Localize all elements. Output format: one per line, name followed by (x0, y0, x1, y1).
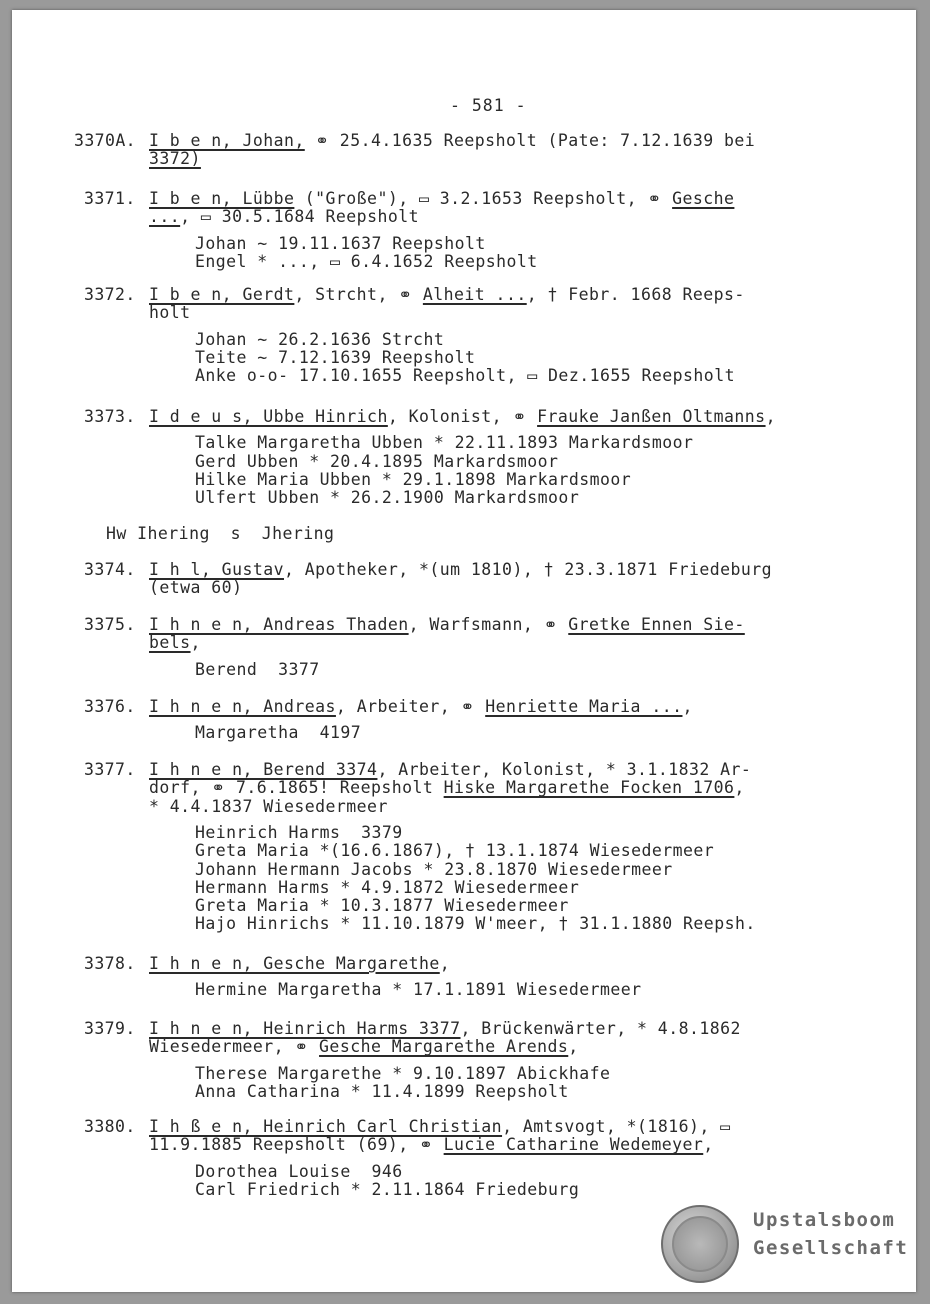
entry-heading-line (149, 208, 419, 226)
child-entry: Teite ~ 7.12.1639 Reepsholt (195, 347, 476, 367)
child-entry: Ulfert Ubben * 26.2.1900 Markardsmoor (195, 488, 580, 508)
underlined-name: I h n e n, Andreas (149, 697, 336, 716)
child-entry: Johann Hermann Jacobs * 23.8.1870 Wiesedermeer (195, 859, 673, 879)
entry-text: Wiesedermeer, ⚭ (149, 1037, 320, 1057)
underlined-name: I b e n, Gerdt (149, 285, 295, 304)
entry-heading-line (106, 525, 334, 543)
entry-heading-line (149, 955, 450, 973)
child-entry: Greta Maria *(16.6.1867), † 13.1.1874 Wiesedermeer (195, 841, 715, 861)
underlined-name: Lucie Catharine Wedemeyer (443, 1135, 704, 1155)
entry-number: 3375. (84, 615, 136, 634)
entry-heading-line (149, 1136, 714, 1154)
entry-number: 3376. (84, 697, 136, 716)
child-entry: Hilke Maria Ubben * 29.1.1898 Markardsmoor (195, 469, 632, 489)
entry-text: , (682, 697, 693, 716)
entry-text: , Kolonist, ⚭ (387, 407, 538, 426)
entry-text: , Warfsmann, ⚭ (408, 615, 569, 634)
underlined-name: I h n e n, Heinrich Harms 3377 (149, 1019, 461, 1038)
entry-text: , Arbeiter, ⚭ (335, 697, 486, 716)
child-entry: Greta Maria * 10.3.1877 Wiesedermeer (195, 896, 569, 916)
underlined-name: I d e u s, Ubbe Hinrich (149, 407, 388, 426)
entry-number: 3374. (84, 560, 136, 579)
document-page (12, 10, 916, 1292)
entry-text: , Amtsvogt, *(1816), ▭ (502, 1117, 731, 1136)
child-entry: Hermann Harms * 4.9.1872 Wiesedermeer (195, 877, 580, 897)
entry-number: 3380. (84, 1117, 136, 1136)
entry-number: 3371. (84, 189, 136, 208)
entry-heading-line (149, 132, 755, 150)
entry-text: ("Große"), ▭ 3.2.1653 Reepsholt, ⚭ (294, 189, 673, 208)
entry-text: , (734, 778, 745, 798)
entry-text: ⚭ 25.4.1635 Reepsholt (Pate: 7.12.1639 bei (304, 131, 756, 150)
child-entry: Talke Margaretha Ubben * 22.11.1893 Markardsmoor (195, 433, 694, 453)
entry-text: , Brückenwärter, * 4.8.1862 (460, 1019, 741, 1038)
child-entry: Gerd Ubben * 20.4.1895 Markardsmoor (195, 451, 559, 471)
child-entry: Carl Friedrich * 2.11.1864 Friedeburg (195, 1179, 580, 1199)
child-entry: Berend 3377 (195, 659, 320, 679)
child-entry: Johan ~ 26.2.1636 Strcht (195, 329, 445, 349)
entry-number: 3370A. (74, 131, 137, 150)
child-entry: Hermine Margaretha * 17.1.1891 Wiesedermeer (195, 980, 642, 1000)
underlined-name: I h l, Gustav (149, 560, 284, 579)
entry-heading-line (149, 1020, 741, 1038)
entry-text: (etwa 60) (149, 578, 243, 598)
entry-heading-line (149, 1118, 731, 1136)
child-entry: Heinrich Harms 3379 (195, 822, 403, 842)
child-entry: Hajo Hinrichs * 11.10.1879 W'meer, † 31.1.1880 Reepsh. (195, 914, 756, 934)
entry-text: holt (149, 303, 191, 323)
entry-heading-line (149, 579, 242, 597)
entry-text: , (703, 1135, 714, 1155)
entry-text: , † Febr. 1668 Reeps- (526, 285, 745, 304)
child-entry: Anke o-o- 17.10.1655 Reepsholt, ▭ Dez.1655 Reepsholt (195, 366, 735, 386)
child-entry: Dorothea Louise 946 (195, 1161, 403, 1181)
underlined-name: ... (149, 207, 181, 227)
underlined-name: Gretke Ennen Sie- (568, 615, 745, 634)
entry-text: , Strcht, ⚭ (294, 285, 423, 304)
child-entry: Therese Margarethe * 9.10.1897 Abickhafe (195, 1063, 611, 1083)
entry-heading-line (149, 616, 745, 634)
entry-text: , (439, 954, 451, 973)
page-number: - 581 - (450, 96, 527, 115)
child-entry: Engel * ..., ▭ 6.4.1652 Reepsholt (195, 251, 538, 271)
underlined-name: I h n e n, Gesche Margarethe (149, 954, 440, 973)
entry-text: , Apotheker, *(um 1810), † 23.3.1871 Friedeburg (284, 560, 773, 579)
entry-number: 3372. (84, 285, 136, 304)
entry-heading-line (149, 286, 745, 304)
entry-number: 3378. (84, 954, 136, 973)
entry-text: * 4.4.1837 Wiesedermeer (149, 796, 388, 816)
entry-heading-line (149, 761, 751, 779)
entry-number: 3379. (84, 1019, 136, 1038)
child-entry: Margaretha 4197 (195, 723, 362, 743)
entry-text: , Arbeiter, Kolonist, * 3.1.1832 Ar- (377, 760, 752, 779)
entry-heading-line (149, 698, 693, 716)
entry-heading-line (149, 190, 734, 208)
entry-text: dorf, ⚭ 7.6.1865! Reepsholt (149, 778, 444, 798)
entry-heading-line (149, 561, 772, 579)
underlined-name: bels (149, 633, 191, 653)
child-entry: Anna Catharina * 11.4.1899 Reepsholt (195, 1081, 569, 1101)
underlined-name: I b e n, Lübbe (149, 189, 295, 208)
entry-text: Hw Ihering s Jhering (106, 524, 335, 543)
underlined-name: I h n e n, Berend 3374 (149, 760, 378, 779)
seal-icon (661, 1205, 739, 1283)
underlined-name: Alheit ... (422, 285, 527, 304)
entry-heading-line (149, 408, 776, 426)
underlined-name: 3372) (149, 149, 201, 169)
upstalsboom-logo (661, 1205, 911, 1285)
entry-heading-line (149, 1038, 579, 1056)
entry-heading-line (149, 634, 201, 652)
underlined-name: Hiske Margarethe Focken 1706 (443, 778, 735, 798)
entry-heading-line (149, 304, 191, 322)
entry-heading-line (149, 779, 745, 797)
entry-heading-line (149, 150, 201, 168)
entry-text: , (190, 633, 201, 653)
entry-number: 3373. (84, 407, 136, 426)
logo-line-1: Upstalsboom (753, 1209, 896, 1231)
entry-text: , (765, 407, 776, 426)
entry-text: , ▭ 30.5.1684 Reepsholt (180, 207, 419, 227)
underlined-name: Gesche (672, 189, 735, 208)
underlined-name: Gesche Margarethe Arends (319, 1037, 569, 1057)
logo-line-2: Gesellschaft (753, 1237, 909, 1259)
underlined-name: I b e n, Johan, (149, 131, 305, 150)
underlined-name: Frauke Janßen Oltmanns (537, 407, 766, 426)
underlined-name: I h ß e n, Heinrich Carl Christian (149, 1117, 503, 1136)
child-entry: Johan ~ 19.11.1637 Reepsholt (195, 233, 486, 253)
entry-heading-line (149, 798, 388, 816)
entry-text: , (568, 1037, 579, 1057)
entry-number: 3377. (84, 760, 136, 779)
underlined-name: Henriette Maria ... (485, 697, 683, 716)
entry-text: 11.9.1885 Reepsholt (69), ⚭ (149, 1135, 444, 1155)
underlined-name: I h n e n, Andreas Thaden (149, 615, 409, 634)
